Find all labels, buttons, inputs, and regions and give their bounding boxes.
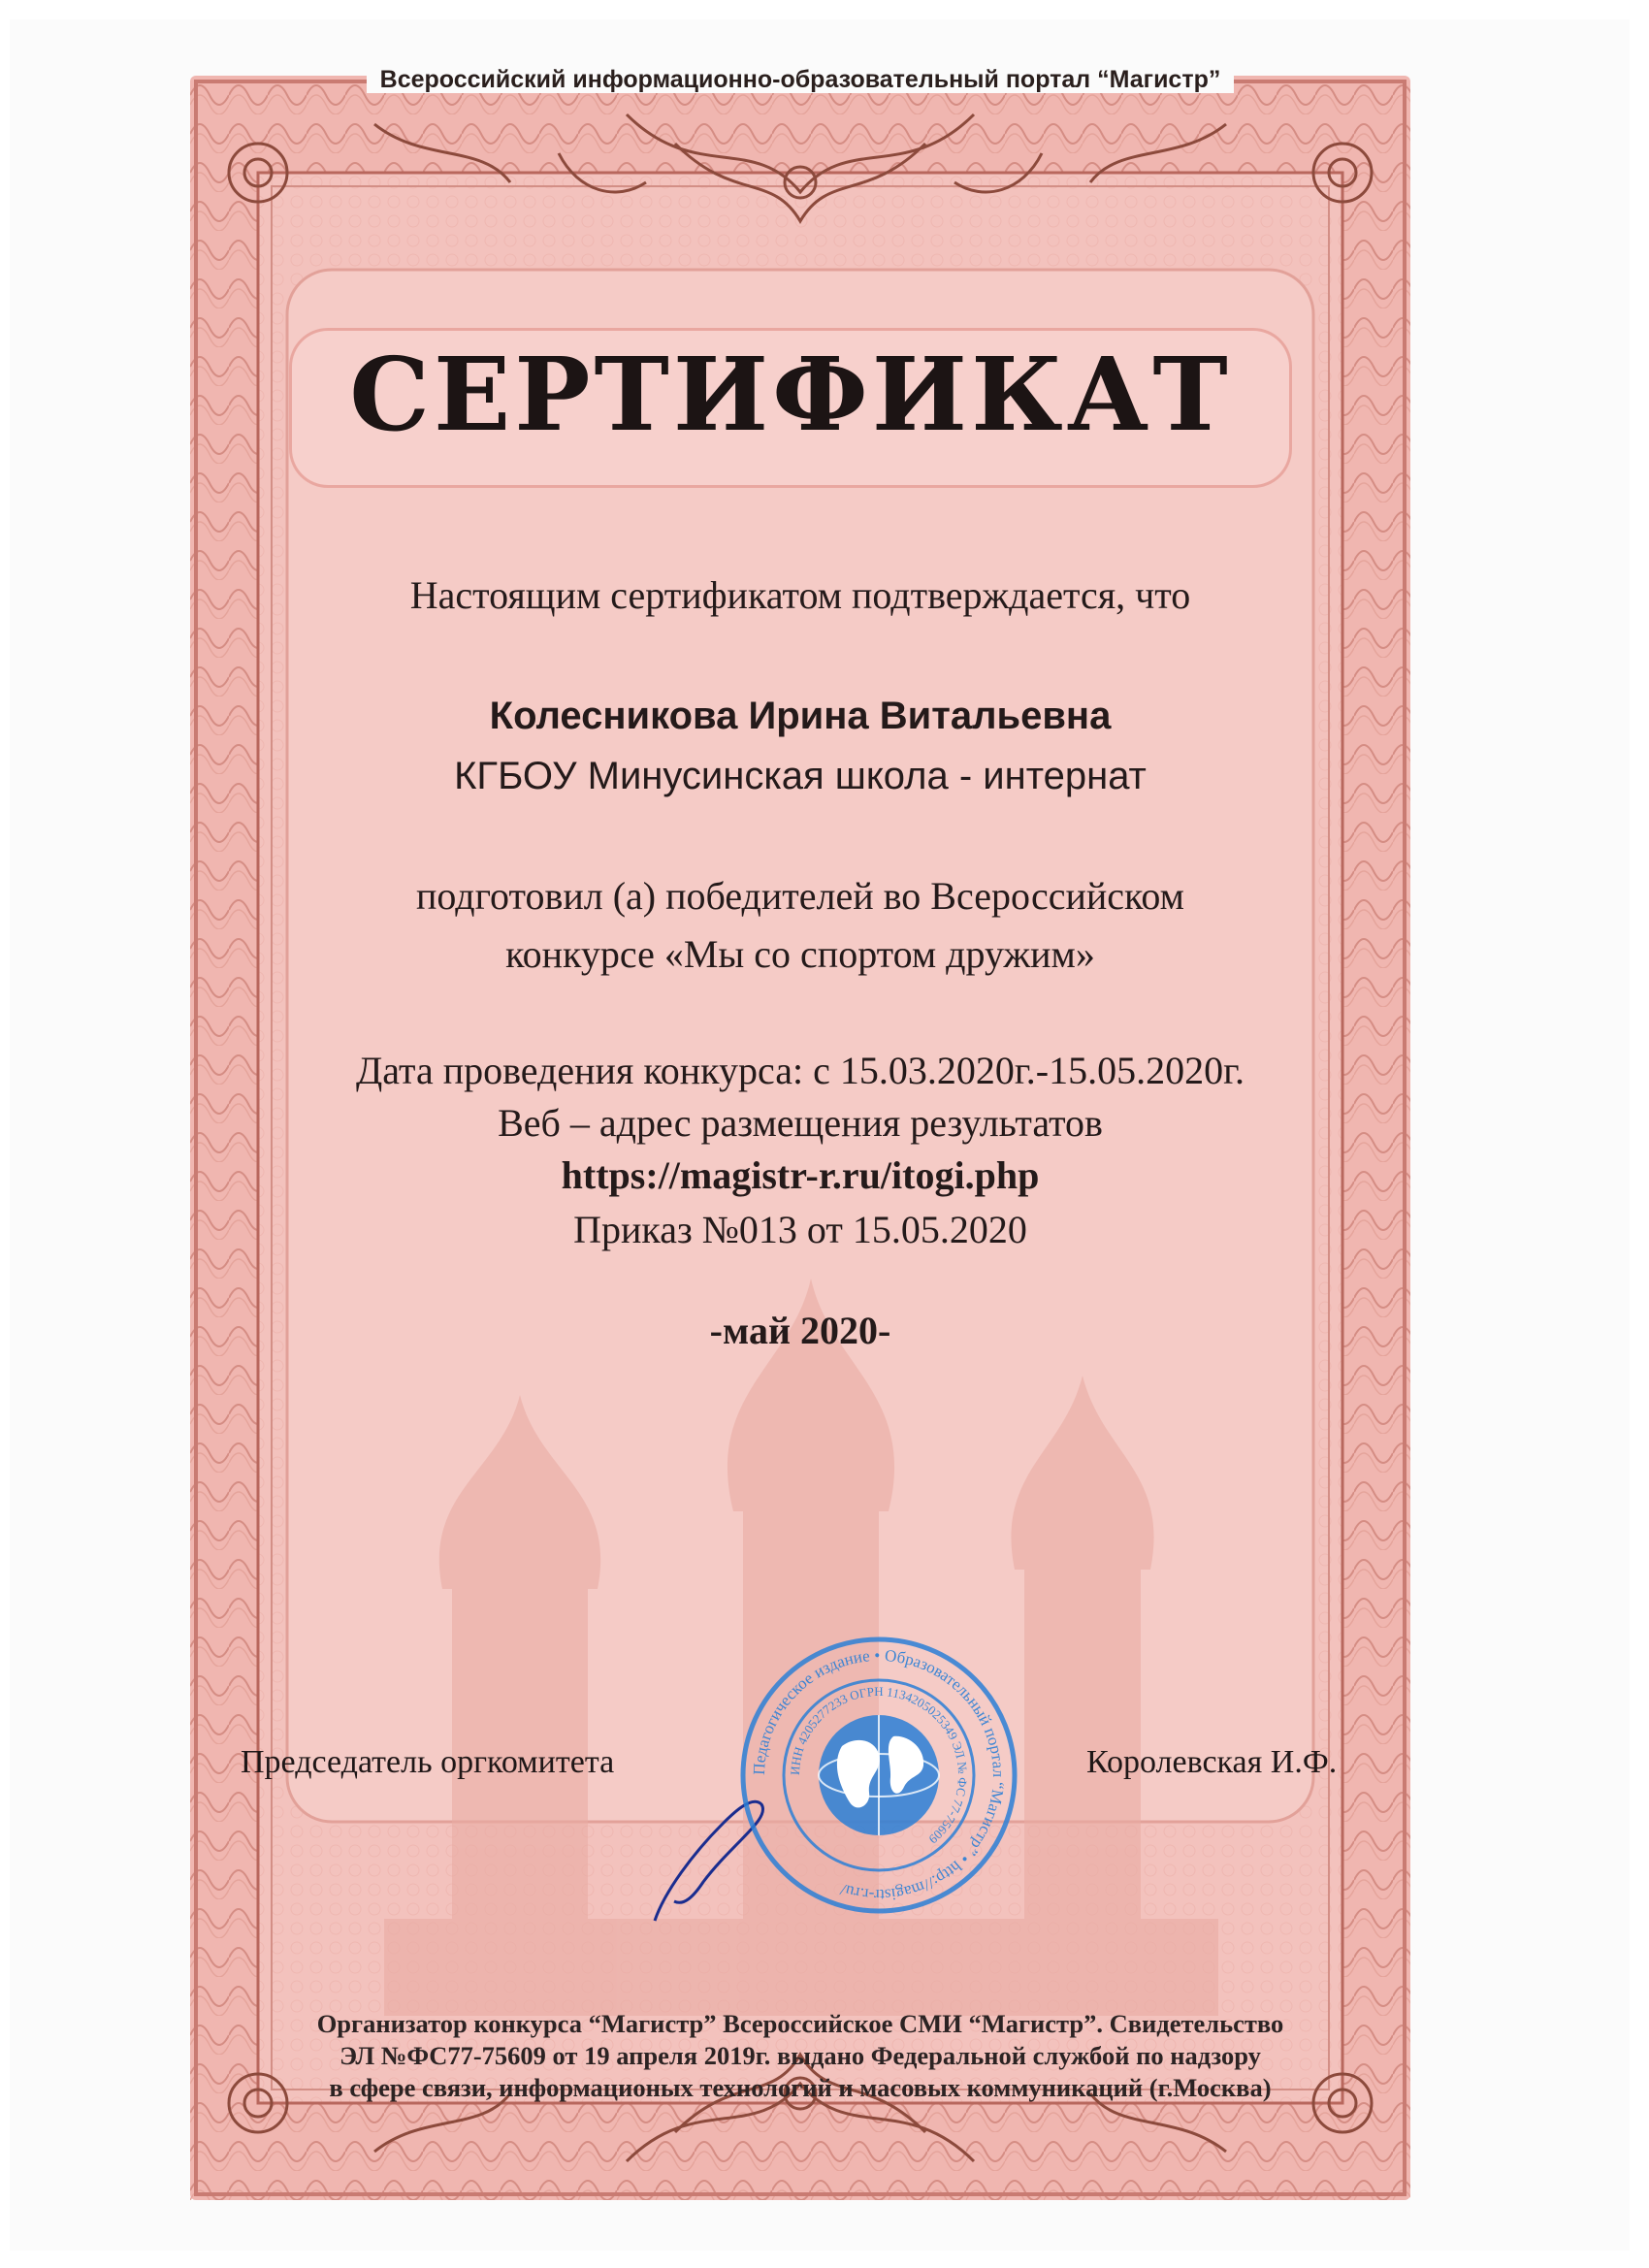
organization: КГБОУ Минусинская школа - интернат xyxy=(454,755,1147,797)
stamp-inner-text: ИНН 4205277233 ОГРН 1134205025349 ЭЛ № ФС 77-75609 xyxy=(787,1683,971,1847)
portal-title: Всероссийский информационно-образовательный портал “Магистр” xyxy=(367,66,1235,93)
issue-month: -май 2020- xyxy=(709,1309,891,1352)
footer-line-2: ЭЛ №ФС77-75609 от 19 апреля 2019г. выдано Федеральной службой по надзору xyxy=(340,2041,1261,2070)
globe-icon xyxy=(819,1715,939,1835)
chair-name: Королевская И.Ф. xyxy=(1086,1744,1338,1780)
achievement-line-1: подготовил (а) победителей во Всероссийском xyxy=(416,874,1184,918)
results-label: Веб – адрес размещения результатов xyxy=(498,1101,1103,1145)
recipient-name: Колесникова Ирина Витальевна xyxy=(489,695,1112,737)
footer-line-3: в сфере связи, информационых технологий и масовых коммуникаций (г.Москва) xyxy=(329,2073,1272,2102)
intro-text: Настоящим сертификатом подтверждается, что xyxy=(409,573,1191,617)
stamp-outer-text: Педагогическое издание • Образовательный портал “Магистр” • http://magistr-r.ru/ xyxy=(749,1645,1009,1905)
portal-header xyxy=(190,66,1410,94)
chair-title: Председатель оргкомитета xyxy=(241,1744,615,1780)
footer-line-1: Организатор конкурса “Магистр” Всероссийское СМИ “Магистр”. Свидетельство xyxy=(316,2009,1284,2038)
achievement-line-2: конкурсе «Мы со спортом дружим» xyxy=(505,932,1095,976)
footer-organizer xyxy=(190,2008,1410,2104)
contest-dates: Дата проведения конкурса: с 15.03.2020г.-15.05.2020г. xyxy=(356,1049,1245,1092)
results-url: https://magistr-r.ru/itogi.php xyxy=(561,1153,1040,1197)
order-number: Приказ №013 от 15.05.2020 xyxy=(573,1208,1027,1251)
organization-stamp xyxy=(733,1630,1024,1921)
certificate-title: СЕРТИФИКАТ xyxy=(349,335,1232,454)
